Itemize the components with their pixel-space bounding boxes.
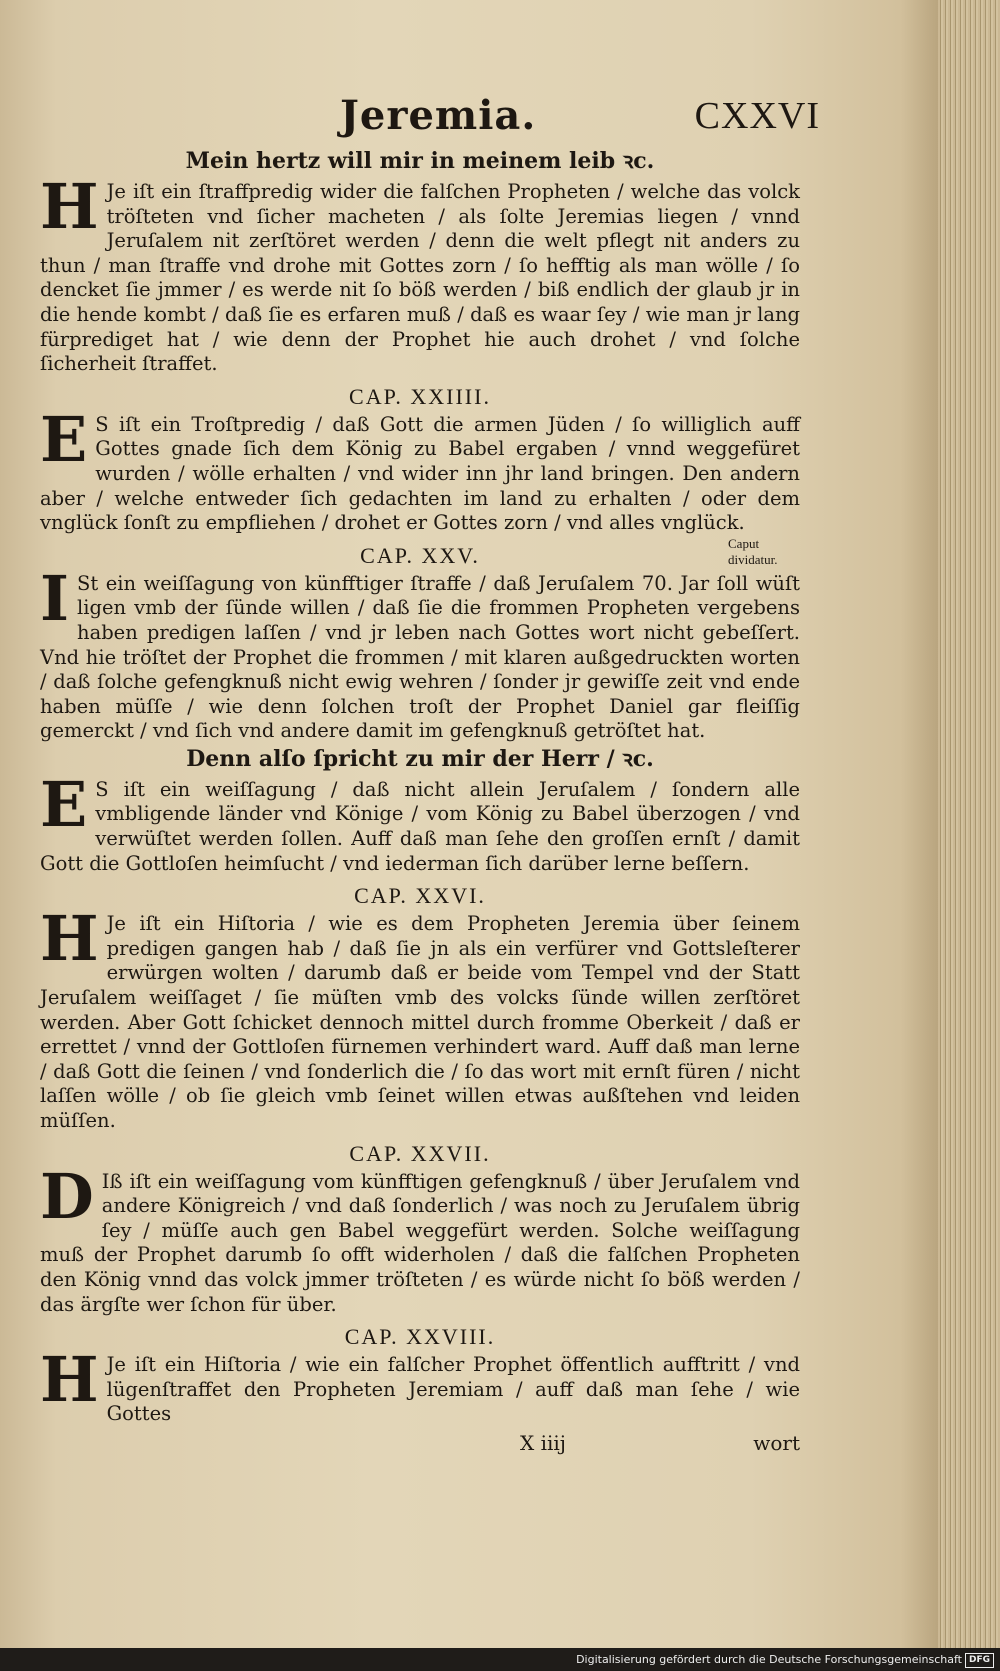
- dfg-logo-icon: DFG: [965, 1653, 994, 1668]
- initial-letter: H: [40, 170, 99, 243]
- paragraph-6: [40, 1159, 800, 1318]
- chapter-heading: CAP. XXVI.: [354, 883, 486, 909]
- signature-mark: X iiij: [520, 1430, 566, 1455]
- folio-number: CXXVI: [694, 95, 820, 137]
- paragraph-3: [40, 561, 800, 744]
- initial-letter: I: [40, 561, 70, 635]
- paragraph-text: Iß iſt ein weiſſagung vom künfftigen gefengknuß / über Jeruſalem vnd andere Königreich / vnd daß ſonderlich / was noch zu Jeruſalem übrig ſey / müſſe auch gen Babel weggefürt werden. Solche weiſſagung muß der Prophet darumb ſo offt widerholen / daß die falſchen Propheten den König vnnd das volck jmmer tröſteten / es würde nicht ſo böß werden / das ärgſte wer ſchon für über.: [40, 1169, 800, 1316]
- initial-letter: H: [40, 1343, 99, 1417]
- paragraph-text: Je iſt ein Hiſtoria / wie es dem Propheten Jeremia über ſeinem predigen gangen hab / daß ſie jn als ein verfürer vnd Gottslеſterer erwürgen wolten / darumb daß er beide vom Tempel vnd der Statt Jeruſalem weiſſaget / ſie müſten vmb des volcks ſünde willen zerſtöret werden. Aber Gott ſchicket dennoch mittel durch fromme Oberkeit / daß er errettet / vnnd der Gottloſen fürnemen verhindert ward. Auff daß man lerne / daß Gott die ſeinen / vnd ſonderlich die / ſo das wort mit ernſt füren / nicht laſſen wölle / ob ſie gleich vmb ſeinet willen etwas außſtehen vnd leiden müſſen.: [40, 912, 800, 1132]
- chapter-heading: CAP. XXIIII.: [349, 383, 491, 409]
- paragraph-text: St ein weiſſagung von künfftiger ſtraffe / daß Jeruſalem 70. Jar ſoll wüſt ligen vmb der ſünde willen / daß ſie die frommen Propheten vergebens haben predigen laſſen / vnd jr leben nach Gottes wort nicht gebeſſert. Vnd hie tröſtet der Prophet die frommen / mit klaren außgedruckten worten / daß ſolche gefengknuß nicht ewig wehren / ſonder jr gewiſſe zeit vnd ende haben müſſe / wie denn ſolchen troſt der Prophet Daniel gar fleiſſig gemerckt / vnd ſich vnd andere damit im gefengknuß getröſtet hat.: [40, 571, 800, 743]
- initial-letter: E: [40, 767, 88, 841]
- page-text-block: [40, 92, 820, 1457]
- paragraph-text: Je iſt ein ſtraffpredig wider die falſchen Propheten / welche das volck tröſteten vnd ſicher macheten / als ſolte Jeremias liegen / vnnd Jeruſalem nit zerſtöret werden / denn die welt pflegt nit anders zu thun / man ſtraffe vnd drohe mit Gottes zorn / ſo hefftig als man wölle / ſo dencket ſie jmmer / es werde nit ſo böß werden / biß endlich der glaub jr in die hende kombt / daß ſie es erfaren muß / daß es waar ſey / wie man jr lang fürprediget hat / wie denn der Prophet hie auch drohet / vnd ſolche ſicherheit ſtraffet.: [40, 180, 800, 376]
- page-edges: [938, 0, 1000, 1648]
- initial-letter: E: [40, 402, 88, 476]
- chapter-heading: CAP. XXVIII.: [344, 1324, 496, 1350]
- page-header: [40, 92, 820, 146]
- catchword: wort: [753, 1430, 800, 1455]
- incipit-heading: Mein hertz will mir in meinem leib ꝛc.: [185, 148, 655, 174]
- paragraph-text: Je iſt ein Hiſtoria / wie ein falſcher Prophet öffentlich aufftritt / vnd lügenſtraffet den Propheten Jeremiam / auff daß man ſehe / wie Gottes: [106, 1353, 800, 1426]
- footer-credit: Digitalisierung gefördert durch die Deutsche Forschungsgemeinschaft: [576, 1653, 962, 1666]
- footer-bar: [0, 1648, 1000, 1671]
- paragraph-1: [40, 170, 800, 377]
- chapter-heading: CAP. XXVII.: [349, 1140, 491, 1166]
- paragraph-text: S iſt ein Troſtpredig / daß Gott die armen Jüden / ſo williglich auff Gottes gnade ſich dem König zu Babel ergaben / vnnd weggefüret wurden / wölle erhalten / vnd wider inn jhr land bringen. Den andern aber / welche entweder ſich gedachten im land zu erhalten / oder dem vnglück ſonſt zu empfliehen / drohet er Gottes zorn / vnd alles vnglück.: [40, 412, 800, 535]
- chapter-heading: CAP. XXV.: [360, 542, 480, 568]
- paragraph-text: S iſt ein weiſſagung / daß nicht allein Jeruſalem / ſondern alle vmbligende länder vnd Könige / vom König zu Babel überzogen / vnd verwüſtet werden ſollen. Auff daß man ſehe den groſſen ernſt / damit Gott die Gottloſen heimſucht / vnd iederman ſich darüber lerne beſſern.: [40, 777, 800, 875]
- initial-letter: H: [40, 902, 99, 976]
- marginal-note: Caput dividatur.: [728, 536, 778, 567]
- paragraph-5: [40, 902, 800, 1133]
- catchline: [40, 1431, 800, 1457]
- paragraph-7: [40, 1343, 800, 1427]
- incipit-heading: Denn alſo ſpricht zu mir der Herr / ꝛc.: [186, 745, 654, 772]
- initial-letter: D: [40, 1159, 94, 1233]
- running-title: Jeremia.: [340, 92, 537, 139]
- paragraph-4: [40, 767, 800, 876]
- paragraph-2: [40, 402, 800, 536]
